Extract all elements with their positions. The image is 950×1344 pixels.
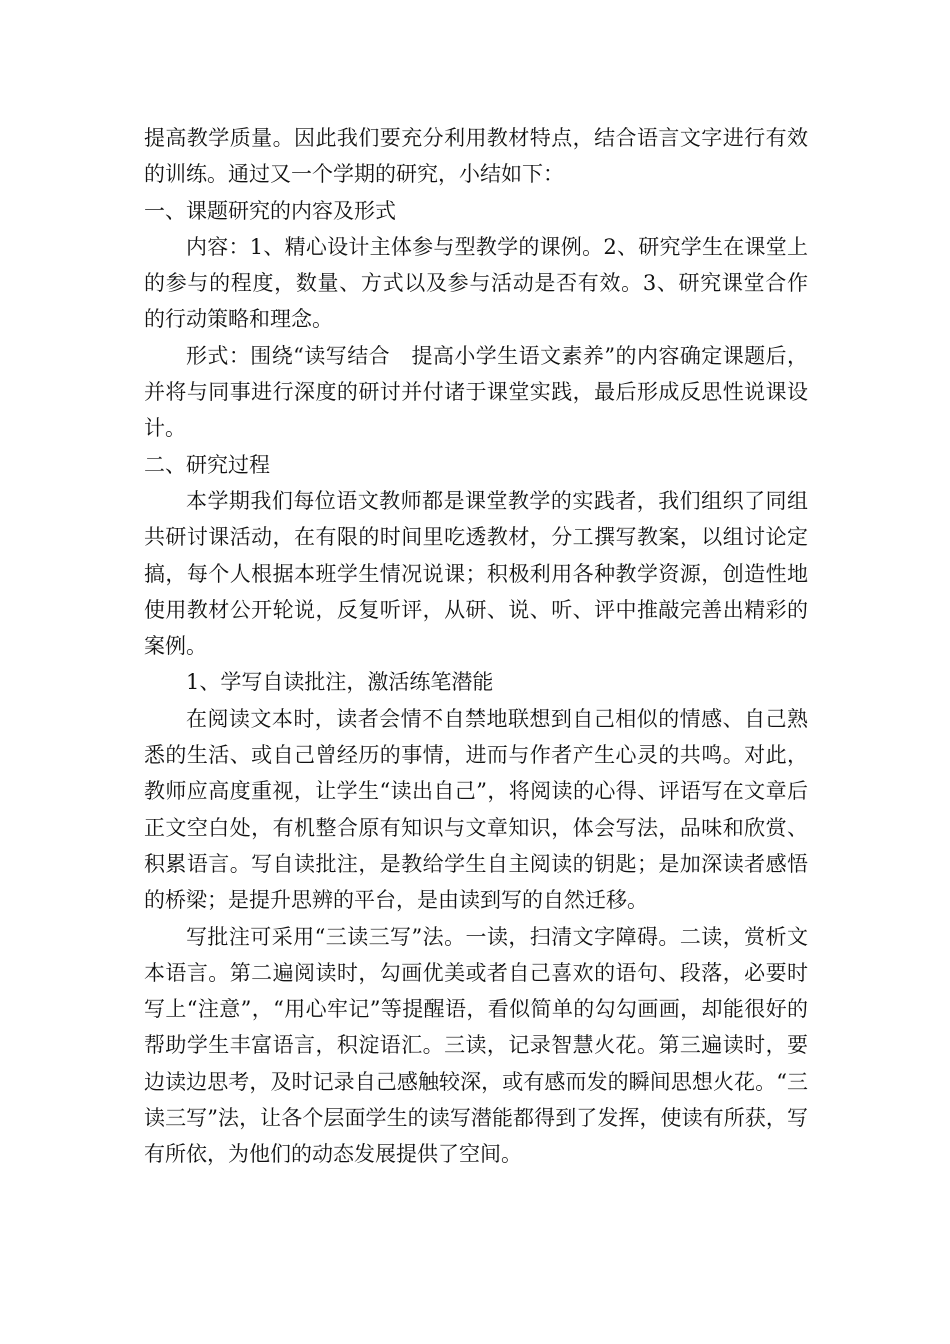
section-heading-research-process: 二、研究过程 bbox=[144, 452, 270, 477]
intro-paragraph: 提高教学质量。因此我们要充分利用教材特点，结合语言文字进行有效的训练。通过又一个学期的研究，小结如下： bbox=[144, 126, 808, 187]
document-page bbox=[144, 120, 808, 1173]
form-paragraph: 形式：围绕“读写结合 提高小学生语文素养”的内容确定课题后，并将与同事进行深度的研讨并付诸于课堂实践，最后形成反思性说课设计。 bbox=[144, 343, 808, 441]
content-paragraph: 内容：1、精心设计主体参与型教学的课例。2、研究学生在课堂上的参与的程度，数量、方式以及参与活动是否有效。3、研究课堂合作的行动策略和理念。 bbox=[144, 234, 808, 332]
three-reads-paragraph: 写批注可采用“三读三写”法。一读，扫清文字障碍。二读，赏析文本语言。第二遍阅读时，勾画优美或者自己喜欢的语句、段落，必要时写上“注意”，“用心牢记”等提醒语，看似简单的勾勾画画，却能很好的帮助学生丰富语言，积淀语汇。三读，记录智慧火花。第三遍读时，要边读边思考，及时记录自己感触较深，或有感而发的瞬间思想火花。“三读三写”法，让各个层面学生的读写潜能都得到了发挥，使读有所获，写有所依，为他们的动态发展提供了空间。 bbox=[144, 924, 808, 1167]
subheading-annotation: 1、学写自读批注，激活练笔潜能 bbox=[186, 670, 494, 695]
annotation-paragraph: 在阅读文本时，读者会情不自禁地联想到自己相似的情感、自己熟悉的生活、或自己曾经历的事情，进而与作者产生心灵的共鸣。对此，教师应高度重视，让学生“读出自己”，将阅读的心得、评语写在文章后正文空白处，有机整合原有知识与文章知识，体会写法，品味和欣赏、积累语言。写自读批注，是教给学生自主阅读的钥匙；是加深读者感悟的桥梁；是提升思辨的平台，是由读到写的自然迁移。 bbox=[144, 706, 808, 913]
process-paragraph: 本学期我们每位语文教师都是课堂教学的实践者，我们组织了同组共研讨课活动，在有限的时间里吃透教材，分工撰写教案，以组讨论定搞，每个人根据本班学生情况说课；积极利用各种教学资源，创造性地使用教材公开轮说，反复听评，从研、说、听、评中推敲完善出精彩的案例。 bbox=[144, 488, 808, 659]
section-heading-content-form: 一、课题研究的内容及形式 bbox=[144, 198, 396, 223]
